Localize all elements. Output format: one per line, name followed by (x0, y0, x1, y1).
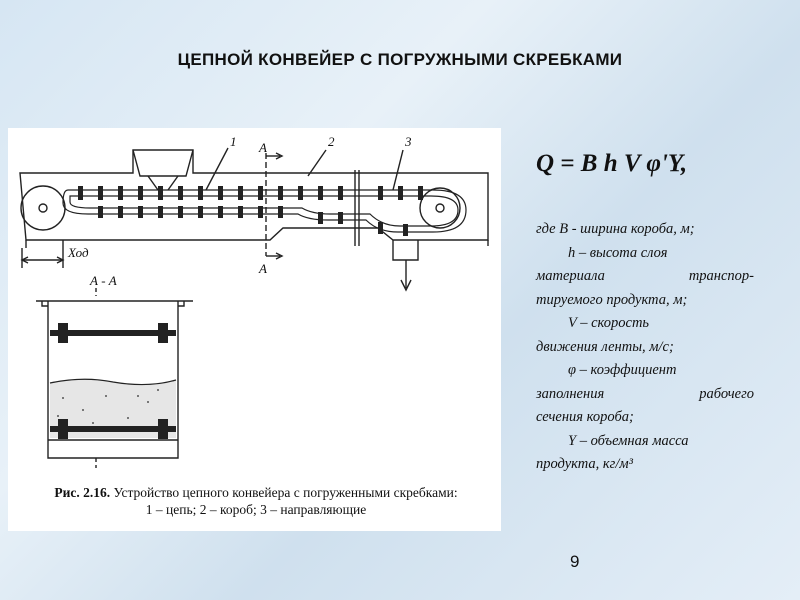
legend-gamma-2: продукта, кг/м³ (536, 456, 633, 472)
caption-line2: 1 – цепь; 2 – короб; 3 – направляющие (145, 502, 367, 517)
legend-phi-3: сечения короба; (536, 409, 634, 425)
capacity-formula: Q = B h V φ'Υ, (536, 150, 688, 177)
figure-caption (14, 484, 498, 518)
discharge-chute (393, 240, 418, 290)
slide-title: ЦЕПНОЙ КОНВЕЙЕР С ПОГРУЖНЫМИ СКРЕБКАМИ (177, 50, 623, 69)
label-1: 1 (230, 134, 237, 149)
label-section: А - А (90, 273, 117, 288)
legend-phi-2: заполнения рабочего (536, 385, 754, 402)
legend-gamma-1: Υ – объемная масса (568, 432, 689, 449)
conveyor-figure (8, 128, 501, 531)
caption-number: Рис. 2.16. (54, 485, 111, 500)
drive-sprocket (21, 186, 65, 230)
label-3: 3 (405, 134, 412, 149)
label-a-bottom: А (259, 261, 267, 276)
legend-h-3: тируемого продукта, м; (536, 291, 688, 308)
legend-b: где В - ширина короба, м; (536, 221, 695, 237)
label-a-top: А (259, 140, 267, 155)
formula-legend (536, 218, 754, 477)
conveyor-housing (20, 150, 488, 248)
legend-v-1: V – скорость (568, 315, 650, 331)
legend-v-2: движения ленты, м/с; (536, 338, 674, 355)
loading-hopper (133, 150, 193, 190)
legend-phi-1: φ – коэффициент (568, 362, 677, 378)
caption-line1: Устройство цепного конвейера с погруженными скребками: (113, 485, 458, 500)
legend-h-1: h – высота слоя (568, 244, 668, 261)
label-2: 2 (328, 134, 335, 149)
label-stroke: Ход (68, 245, 89, 260)
legend-h-2: материала транспор- (536, 268, 754, 284)
tail-sprocket (420, 188, 460, 228)
page-number: 9 (570, 552, 580, 571)
conveyor-drawing (8, 128, 501, 531)
